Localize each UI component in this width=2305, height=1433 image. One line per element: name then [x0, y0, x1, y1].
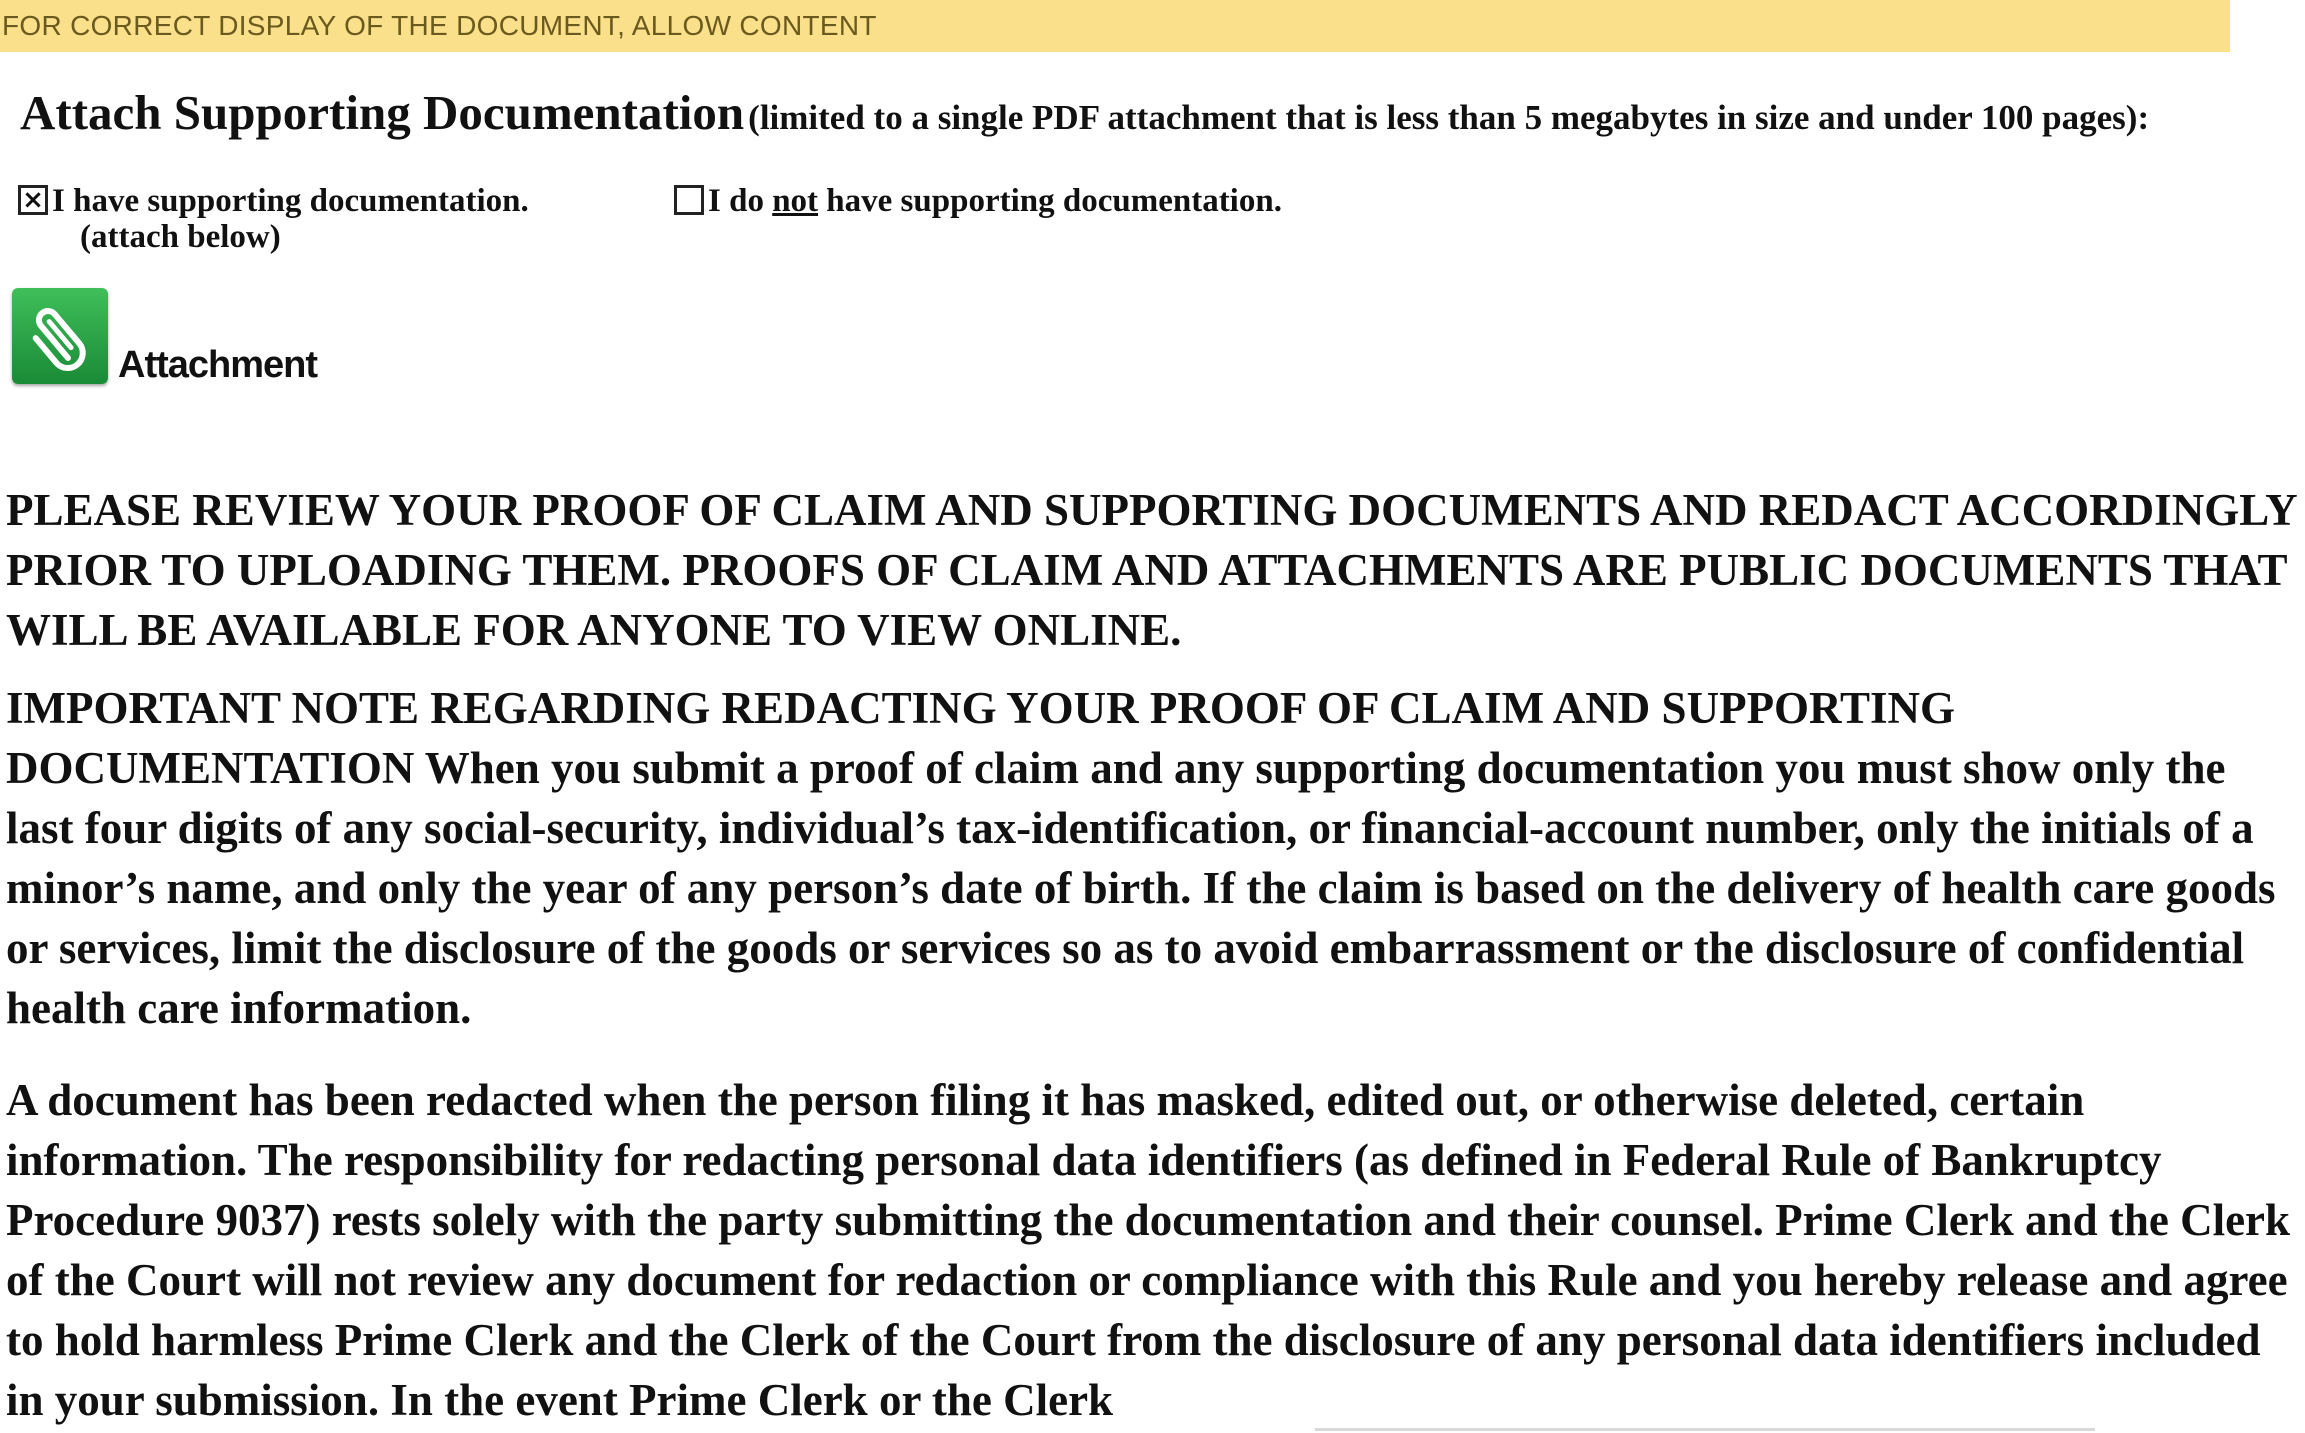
- important-note-body: When you submit a proof of claim and any supporting documentation you must show only the last four digits of any social-security, individual’s tax-identification, or financial-account number, only the initials of a minor’s name, and only the year of any person’s date of birth. If the claim is based on the delivery of health care goods or services, limit the disclosure of the goods or services so as to avoid embarrassment or the disclosure of confidential health care information.: [6, 743, 2276, 1033]
- attach-heading-title: Attach Supporting Documentation: [20, 85, 745, 140]
- redaction-responsibility-text: A document has been redacted when the person filing it has masked, edited out, or otherwise deleted, certain information. The responsibility for redacting personal data identifiers (as defined in Federal Rule of Bankruptcy Procedure 9037) rests solely with the party submitting the documentation and their counsel. Prime Clerk and the Clerk of the Court will not review any document for redaction or compliance with this Rule and you hereby release and agree to hold harmless Prime Clerk and the Clerk of the Court from the disclosure of any personal data identifiers included in your submission. In the event Prime Clerk or the Clerk: [6, 1075, 2291, 1425]
- has-documentation-sublabel: (attach below): [80, 219, 281, 255]
- attach-section-heading: [20, 84, 2290, 141]
- important-redaction-note: [6, 678, 2296, 1038]
- has-documentation-label: I have supporting documentation.: [52, 183, 529, 219]
- has-documentation-checkbox[interactable]: [18, 185, 48, 215]
- checkbox-checked-icon: ×: [22, 185, 44, 215]
- no-documentation-option[interactable]: [674, 183, 1282, 219]
- attach-heading-note: (limited to a single PDF attachment that is less than 5 megabytes in size and under 100 pages):: [748, 98, 2150, 137]
- attachment-button-label[interactable]: Attachment: [118, 344, 318, 386]
- public-documents-warning: PLEASE REVIEW YOUR PROOF OF CLAIM AND SUPPORTING DOCUMENTS AND REDACT ACCORDINGLY PRIOR TO UPLOADING THEM. PROOFS OF CLAIM AND ATTACHMENTS ARE PUBLIC DOCUMENTS THAT WILL BE AVAILABLE FOR ANYONE TO VIEW ONLINE.: [6, 485, 2296, 655]
- enable-content-banner: FOR CORRECT DISPLAY OF THE DOCUMENT, ALLOW CONTENT: [0, 0, 2230, 52]
- has-documentation-option[interactable]: [18, 183, 529, 255]
- important-note-title: IMPORTANT NOTE REGARDING REDACTING YOUR PROOF OF CLAIM AND SUPPORTING DOCUMENTATION: [6, 683, 1955, 793]
- attachment-button[interactable]: [12, 288, 108, 384]
- no-documentation-checkbox[interactable]: [674, 185, 704, 215]
- no-documentation-label-post: have supporting documentation.: [818, 183, 1282, 219]
- divider: [1315, 1428, 2095, 1431]
- no-documentation-label-emphasis: not: [772, 183, 819, 219]
- paperclip-icon: [12, 288, 108, 384]
- no-documentation-label-pre: I do: [708, 183, 773, 219]
